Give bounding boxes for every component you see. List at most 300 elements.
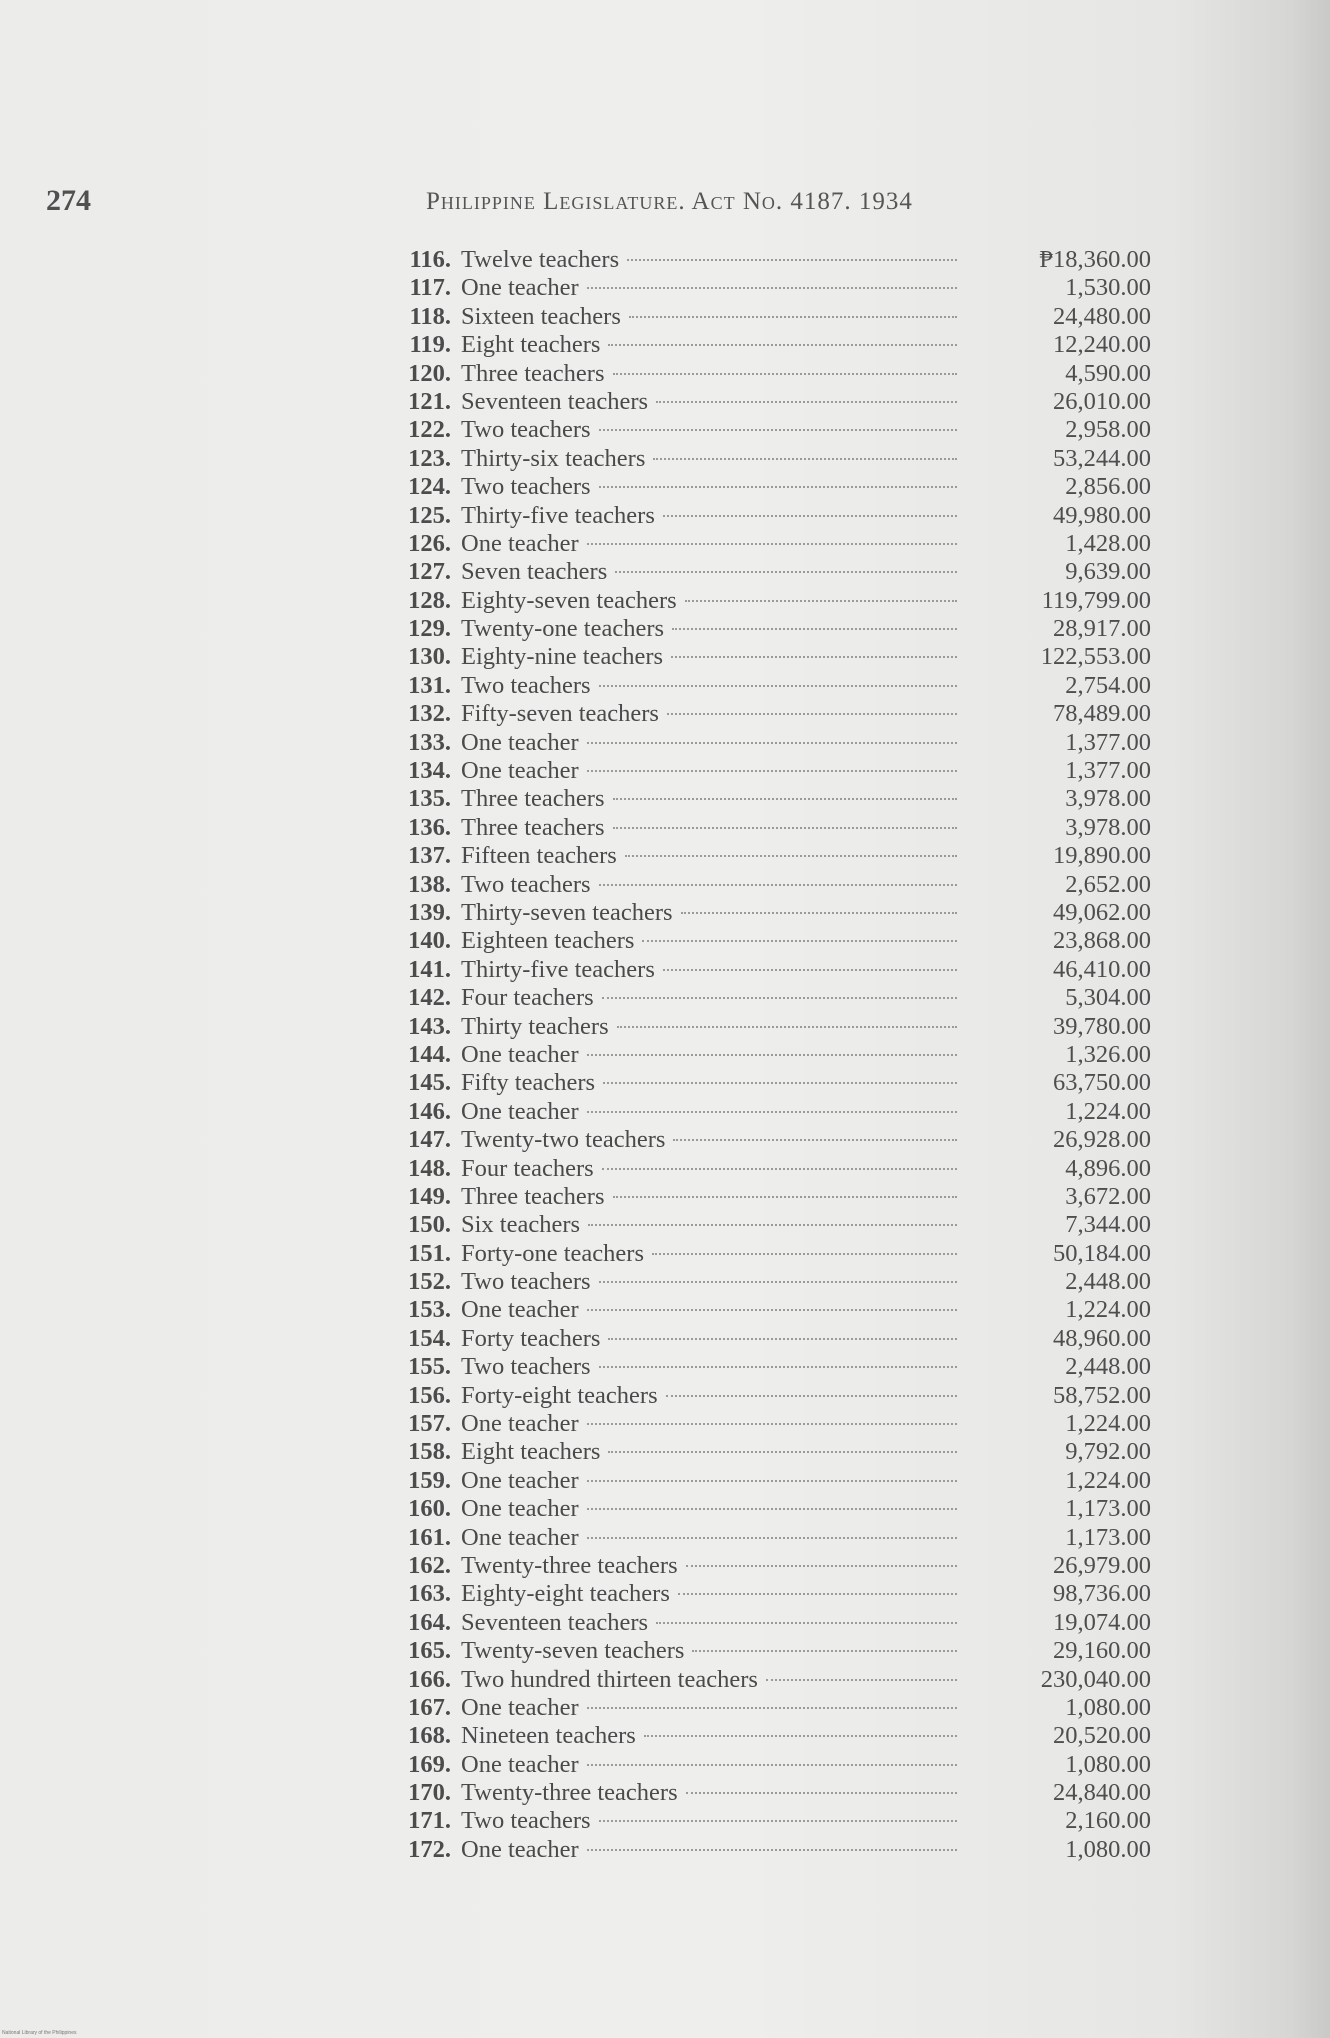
dot-leader — [656, 1622, 957, 1624]
item-description-cell — [461, 1013, 961, 1041]
item-description-cell — [461, 1098, 961, 1126]
item-amount: 122,553.00 — [1040, 643, 1151, 671]
list-item — [393, 672, 1153, 700]
item-description-cell — [461, 615, 961, 643]
item-number: 147. — [408, 1126, 451, 1154]
item-description-cell — [461, 445, 961, 473]
item-description: Twenty-one teachers — [461, 615, 665, 643]
item-amount: 1,377.00 — [1065, 728, 1151, 756]
item-description: Twenty-three teachers — [461, 1779, 678, 1807]
item-number: 119. — [409, 331, 451, 359]
item-amount: 2,958.00 — [1065, 416, 1151, 444]
dot-leader — [602, 997, 957, 999]
running-title: Philippine Legislature. Act No. 4187. 1934 — [426, 188, 913, 215]
item-number: 123. — [408, 444, 451, 472]
item-description: Nineteen teachers — [461, 1722, 636, 1750]
item-number: 152. — [408, 1268, 451, 1296]
list-item — [393, 1410, 1153, 1438]
item-description: One teacher — [461, 728, 579, 756]
item-number: 144. — [408, 1040, 451, 1068]
item-description-cell — [461, 1694, 961, 1722]
item-number: 166. — [408, 1665, 451, 1693]
item-description: Three teachers — [461, 813, 605, 841]
list-item — [393, 1069, 1153, 1097]
item-description-cell — [461, 1183, 961, 1211]
list-item — [393, 700, 1153, 728]
item-number: 172. — [408, 1835, 451, 1863]
item-number: 163. — [408, 1580, 451, 1608]
dot-leader — [587, 287, 957, 289]
item-description-cell — [461, 1467, 961, 1495]
item-description: Fifty teachers — [461, 1069, 596, 1097]
item-amount: 3,672.00 — [1065, 1182, 1151, 1210]
list-item — [393, 587, 1153, 615]
dot-leader — [588, 1224, 957, 1226]
dot-leader — [587, 1508, 957, 1510]
item-number: 171. — [408, 1807, 451, 1835]
item-amount: 2,856.00 — [1065, 473, 1151, 501]
item-description: Seven teachers — [461, 558, 608, 586]
item-number: 121. — [408, 387, 451, 415]
item-description-cell — [461, 1637, 961, 1665]
item-number: 141. — [408, 955, 451, 983]
item-description: One teacher — [461, 1040, 579, 1068]
list-item — [393, 1041, 1153, 1069]
list-item — [393, 1694, 1153, 1722]
item-description-cell — [461, 984, 961, 1012]
list-item — [393, 388, 1153, 416]
list-item — [393, 530, 1153, 558]
list-item — [393, 502, 1153, 530]
list-item — [393, 1098, 1153, 1126]
item-number: 125. — [408, 501, 451, 529]
item-description: Two teachers — [461, 671, 591, 699]
dot-leader — [666, 1395, 957, 1397]
list-item — [393, 1524, 1153, 1552]
item-description-cell — [461, 1126, 961, 1154]
item-number: 158. — [408, 1438, 451, 1466]
dot-leader — [613, 827, 958, 829]
item-description: Thirty-seven teachers — [461, 898, 673, 926]
item-number: 165. — [408, 1637, 451, 1665]
list-item — [393, 445, 1153, 473]
item-amount: 4,896.00 — [1065, 1154, 1151, 1182]
item-amount: 4,590.00 — [1065, 359, 1151, 387]
item-number: 139. — [408, 898, 451, 926]
item-description-cell — [461, 1041, 961, 1069]
list-item — [393, 473, 1153, 501]
item-description: One teacher — [461, 1097, 579, 1125]
list-item — [393, 814, 1153, 842]
item-amount: 1,530.00 — [1065, 274, 1151, 302]
item-amount: 24,840.00 — [1053, 1779, 1151, 1807]
list-item — [393, 1722, 1153, 1750]
item-number: 140. — [408, 927, 451, 955]
item-number: 164. — [408, 1608, 451, 1636]
scan-credit: National Library of the Philippines — [2, 2030, 77, 2036]
dot-leader — [613, 798, 958, 800]
item-amount: 1,173.00 — [1065, 1495, 1151, 1523]
list-item — [393, 416, 1153, 444]
dot-leader — [642, 940, 957, 942]
item-amount: 2,448.00 — [1065, 1353, 1151, 1381]
item-description-cell — [461, 473, 961, 501]
item-description: Thirty teachers — [461, 1012, 609, 1040]
item-description: Eighty-nine teachers — [461, 643, 664, 671]
item-description: Three teachers — [461, 359, 605, 387]
item-description: Two teachers — [461, 473, 591, 501]
dot-leader — [587, 1537, 957, 1539]
dot-leader — [599, 486, 957, 488]
page-number: 274 — [46, 184, 91, 217]
dot-leader — [587, 742, 957, 744]
list-item — [393, 1467, 1153, 1495]
item-number: 146. — [408, 1097, 451, 1125]
item-description-cell — [461, 1666, 961, 1694]
item-description: Forty-one teachers — [461, 1239, 644, 1267]
item-amount: 1,224.00 — [1065, 1296, 1151, 1324]
list-item — [393, 643, 1153, 671]
item-amount: 1,173.00 — [1065, 1523, 1151, 1551]
item-amount: 1,428.00 — [1065, 529, 1151, 557]
dot-leader — [587, 1309, 957, 1311]
item-amount: 29,160.00 — [1053, 1637, 1151, 1665]
item-description-cell — [461, 1069, 961, 1097]
item-number: 145. — [408, 1069, 451, 1097]
list-item — [393, 303, 1153, 331]
dot-leader — [673, 1139, 957, 1141]
item-number: 142. — [408, 984, 451, 1012]
dot-leader — [625, 855, 957, 857]
item-description: Eighty-seven teachers — [461, 586, 677, 614]
item-number: 154. — [408, 1324, 451, 1352]
item-description-cell — [461, 1807, 961, 1835]
item-description: Thirty-six teachers — [461, 444, 646, 472]
list-item — [393, 1552, 1153, 1580]
item-number: 153. — [408, 1296, 451, 1324]
list-item — [393, 729, 1153, 757]
item-description: Sixteen teachers — [461, 302, 621, 330]
list-item — [393, 842, 1153, 870]
item-amount: 20,520.00 — [1053, 1722, 1151, 1750]
item-description-cell — [461, 757, 961, 785]
item-amount: 46,410.00 — [1053, 955, 1151, 983]
dot-leader — [587, 770, 957, 772]
list-item — [393, 360, 1153, 388]
dot-leader — [599, 429, 957, 431]
page-header — [46, 184, 1086, 220]
item-description-cell — [461, 1438, 961, 1466]
item-amount: 1,224.00 — [1065, 1466, 1151, 1494]
item-description-cell — [461, 530, 961, 558]
item-description-cell — [461, 785, 961, 813]
item-description: Seventeen teachers — [461, 387, 649, 415]
item-description: Thirty-five teachers — [461, 955, 655, 983]
item-amount: 1,224.00 — [1065, 1097, 1151, 1125]
item-description: Eight teachers — [461, 1438, 601, 1466]
item-description: Twenty-seven teachers — [461, 1637, 685, 1665]
item-description: Two teachers — [461, 1807, 591, 1835]
item-description: Two hundred thirteen teachers — [461, 1665, 758, 1693]
item-amount: 9,639.00 — [1065, 558, 1151, 586]
item-amount: 49,980.00 — [1053, 501, 1151, 529]
item-description: Fifty-seven teachers — [461, 700, 659, 728]
item-description: Fifteen teachers — [461, 842, 617, 870]
item-amount: 2,160.00 — [1065, 1807, 1151, 1835]
list-item — [393, 1325, 1153, 1353]
item-number: 149. — [408, 1182, 451, 1210]
item-description-cell — [461, 1609, 961, 1637]
item-description-cell — [461, 1325, 961, 1353]
dot-leader — [653, 458, 957, 460]
item-number: 151. — [408, 1239, 451, 1267]
item-description-cell — [461, 1410, 961, 1438]
item-description-cell — [461, 388, 961, 416]
item-number: 127. — [408, 558, 451, 586]
item-description-cell — [461, 1353, 961, 1381]
item-amount: 26,928.00 — [1053, 1126, 1151, 1154]
item-number: 137. — [408, 842, 451, 870]
item-amount: 19,890.00 — [1053, 842, 1151, 870]
list-item — [393, 1126, 1153, 1154]
dot-leader — [615, 571, 957, 573]
appropriation-list — [393, 246, 1153, 1864]
item-description-cell — [461, 1382, 961, 1410]
item-description: Seventeen teachers — [461, 1608, 649, 1636]
item-number: 169. — [408, 1750, 451, 1778]
item-description: One teacher — [461, 757, 579, 785]
dot-leader — [587, 1054, 957, 1056]
dot-leader — [663, 515, 957, 517]
item-description: One teacher — [461, 529, 579, 557]
item-description-cell — [461, 1296, 961, 1324]
dot-leader — [656, 401, 957, 403]
item-description: Twenty-three teachers — [461, 1551, 678, 1579]
list-item — [393, 1580, 1153, 1608]
item-number: 126. — [408, 529, 451, 557]
list-item — [393, 1609, 1153, 1637]
item-number: 136. — [408, 813, 451, 841]
item-description-cell — [461, 643, 961, 671]
dot-leader — [766, 1679, 957, 1681]
item-description-cell — [461, 587, 961, 615]
dot-leader — [603, 1082, 957, 1084]
list-item — [393, 1013, 1153, 1041]
dot-leader — [613, 373, 958, 375]
item-amount: 5,304.00 — [1065, 984, 1151, 1012]
item-number: 167. — [408, 1693, 451, 1721]
item-description: One teacher — [461, 1523, 579, 1551]
dot-leader — [652, 1253, 957, 1255]
dot-leader — [685, 600, 957, 602]
item-number: 118. — [409, 302, 451, 330]
item-amount: 1,080.00 — [1065, 1693, 1151, 1721]
item-description: One teacher — [461, 1693, 579, 1721]
list-item — [393, 899, 1153, 927]
item-number: 170. — [408, 1779, 451, 1807]
item-number: 135. — [408, 785, 451, 813]
item-amount: 2,652.00 — [1065, 870, 1151, 898]
item-description-cell — [461, 871, 961, 899]
item-amount: 50,184.00 — [1053, 1239, 1151, 1267]
item-description: Eighty-eight teachers — [461, 1580, 670, 1608]
item-number: 122. — [408, 416, 451, 444]
item-description-cell — [461, 1211, 961, 1239]
item-amount: 1,377.00 — [1065, 757, 1151, 785]
item-amount: 48,960.00 — [1053, 1324, 1151, 1352]
item-number: 117. — [409, 274, 451, 302]
dot-leader — [663, 969, 957, 971]
item-description-cell — [461, 331, 961, 359]
item-description: Two teachers — [461, 870, 591, 898]
list-item — [393, 956, 1153, 984]
list-item — [393, 785, 1153, 813]
dot-leader — [671, 656, 957, 658]
item-description: Four teachers — [461, 1154, 594, 1182]
item-amount: 58,752.00 — [1053, 1381, 1151, 1409]
item-description-cell — [461, 1524, 961, 1552]
item-amount: 28,917.00 — [1053, 615, 1151, 643]
dot-leader — [681, 912, 957, 914]
item-amount: 119,799.00 — [1041, 586, 1151, 614]
item-number: 157. — [408, 1410, 451, 1438]
item-description: Thirty-five teachers — [461, 501, 655, 529]
item-number: 116. — [409, 246, 451, 273]
item-amount: 1,080.00 — [1065, 1750, 1151, 1778]
dot-leader — [599, 1366, 957, 1368]
item-description-cell — [461, 842, 961, 870]
item-description: One teacher — [461, 1466, 579, 1494]
dot-leader — [686, 1792, 957, 1794]
item-description-cell — [461, 558, 961, 586]
item-description-cell — [461, 1751, 961, 1779]
dot-leader — [587, 1111, 957, 1113]
dot-leader — [599, 1281, 957, 1283]
item-description: One teacher — [461, 1750, 579, 1778]
dot-leader — [587, 1423, 957, 1425]
dot-leader — [587, 543, 957, 545]
item-amount: 49,062.00 — [1053, 898, 1151, 926]
item-description-cell — [461, 502, 961, 530]
item-description-cell — [461, 1240, 961, 1268]
item-description-cell — [461, 927, 961, 955]
dot-leader — [587, 1480, 957, 1482]
dot-leader — [686, 1565, 957, 1567]
dot-leader — [602, 1168, 957, 1170]
item-amount: 78,489.00 — [1053, 700, 1151, 728]
item-amount: 7,344.00 — [1065, 1211, 1151, 1239]
item-amount: 2,754.00 — [1065, 671, 1151, 699]
dot-leader — [599, 685, 957, 687]
item-number: 132. — [408, 700, 451, 728]
dot-leader — [667, 713, 957, 715]
list-item — [393, 615, 1153, 643]
item-description: One teacher — [461, 274, 579, 302]
item-amount: 23,868.00 — [1053, 927, 1151, 955]
list-item — [393, 1836, 1153, 1864]
dot-leader — [587, 1849, 957, 1851]
item-description-cell — [461, 274, 961, 302]
item-description-cell — [461, 1495, 961, 1523]
item-description: One teacher — [461, 1296, 579, 1324]
item-amount: 3,978.00 — [1065, 813, 1151, 841]
item-number: 120. — [408, 359, 451, 387]
item-amount: 63,750.00 — [1053, 1069, 1151, 1097]
list-item — [393, 1211, 1153, 1239]
list-item — [393, 1268, 1153, 1296]
item-number: 138. — [408, 870, 451, 898]
item-description-cell — [461, 1552, 961, 1580]
item-amount: ₱18,360.00 — [1039, 246, 1151, 273]
item-amount: 3,978.00 — [1065, 785, 1151, 813]
item-number: 155. — [408, 1353, 451, 1381]
item-description: Three teachers — [461, 785, 605, 813]
item-description: Eight teachers — [461, 331, 601, 359]
item-amount: 98,736.00 — [1053, 1580, 1151, 1608]
list-item — [393, 984, 1153, 1012]
dot-leader — [608, 344, 957, 346]
item-amount: 24,480.00 — [1053, 302, 1151, 330]
list-item — [393, 1637, 1153, 1665]
item-description: Twelve teachers — [461, 246, 620, 273]
dot-leader — [678, 1593, 957, 1595]
item-description-cell — [461, 956, 961, 984]
item-description-cell — [461, 1580, 961, 1608]
item-amount: 39,780.00 — [1053, 1012, 1151, 1040]
item-description-cell — [461, 360, 961, 388]
item-number: 131. — [408, 671, 451, 699]
list-item — [393, 1183, 1153, 1211]
item-number: 159. — [408, 1466, 451, 1494]
item-description-cell — [461, 416, 961, 444]
list-item — [393, 1438, 1153, 1466]
dot-leader — [599, 884, 957, 886]
item-number: 156. — [408, 1381, 451, 1409]
item-number: 133. — [408, 728, 451, 756]
item-description-cell — [461, 1836, 961, 1864]
item-number: 143. — [408, 1012, 451, 1040]
dot-leader — [692, 1650, 957, 1652]
list-item — [393, 1382, 1153, 1410]
dot-leader — [629, 316, 957, 318]
item-description: Forty-eight teachers — [461, 1381, 658, 1409]
list-item — [393, 871, 1153, 899]
dot-leader — [587, 1764, 957, 1766]
item-description-cell — [461, 899, 961, 927]
list-item — [393, 1353, 1153, 1381]
item-number: 130. — [408, 643, 451, 671]
item-number: 168. — [408, 1722, 451, 1750]
list-item — [393, 1807, 1153, 1835]
item-amount: 26,010.00 — [1053, 387, 1151, 415]
dot-leader — [608, 1451, 957, 1453]
item-description: Four teachers — [461, 984, 594, 1012]
list-item — [393, 1666, 1153, 1694]
item-description: Two teachers — [461, 1353, 591, 1381]
item-amount: 12,240.00 — [1053, 331, 1151, 359]
dot-leader — [587, 1707, 957, 1709]
list-item — [393, 331, 1153, 359]
item-description: Six teachers — [461, 1211, 581, 1239]
item-description-cell — [461, 303, 961, 331]
item-description: One teacher — [461, 1835, 579, 1863]
item-amount: 2,448.00 — [1065, 1268, 1151, 1296]
list-item — [393, 1751, 1153, 1779]
item-amount: 19,074.00 — [1053, 1608, 1151, 1636]
item-description-cell — [461, 1268, 961, 1296]
list-item — [393, 274, 1153, 302]
dot-leader — [617, 1026, 957, 1028]
